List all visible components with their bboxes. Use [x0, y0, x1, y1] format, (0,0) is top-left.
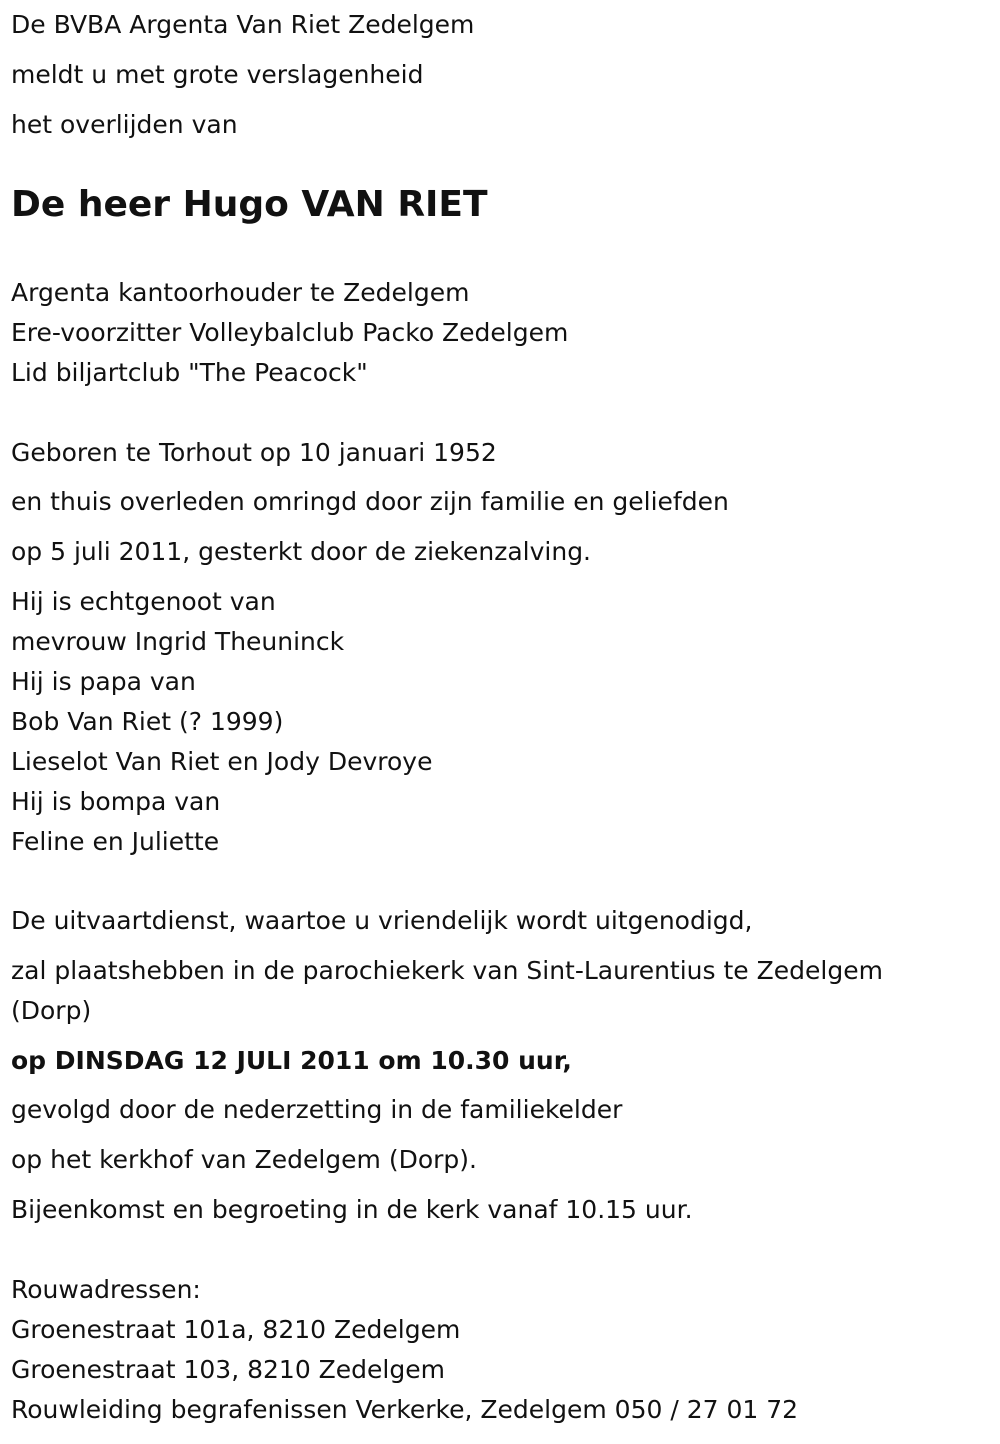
birth-line: Geboren te Torhout op 10 januari 1952 [11, 438, 497, 467]
family-line: Bob Van Riet (? 1999) [11, 707, 284, 736]
service-datetime: op DINSDAG 12 JULI 2011 om 10.30 uur, [11, 1046, 572, 1075]
intro-line-announcement: meldt u met grote verslagenheid [11, 60, 424, 89]
death-line: en thuis overleden omringd door zijn familie en geliefden [11, 487, 729, 516]
role-line: Lid biljartclub "The Peacock" [11, 358, 368, 387]
family-line: Lieselot Van Riet en Jody Devroye [11, 747, 433, 776]
address-line: Groenestraat 103, 8210 Zedelgem [11, 1355, 445, 1384]
family-line: Feline en Juliette [11, 827, 220, 856]
service-location: zal plaatshebben in de parochiekerk van Sint-Laurentius te Zedelgem (Dorp) [11, 956, 883, 1025]
gathering-line: Bijeenkomst en begroeting in de kerk vanaf 10.15 uur. [11, 1195, 693, 1224]
service-invitation: De uitvaartdienst, waartoe u vriendelijk wordt uitgenodigd, [11, 906, 753, 935]
family-line: mevrouw Ingrid Theuninck [11, 627, 345, 656]
role-line: Ere-voorzitter Volleybalclub Packo Zedelgem [11, 318, 569, 347]
addresses-heading: Rouwadressen: [11, 1275, 201, 1304]
intro-line-death: het overlijden van [11, 110, 238, 139]
burial-line: gevolgd door de nederzetting in de familiekelder [11, 1095, 623, 1124]
deceased-name: De heer Hugo VAN RIET [11, 184, 488, 225]
family-line: Hij is papa van [11, 667, 196, 696]
family-line: Hij is bompa van [11, 787, 221, 816]
funeral-director-line: Rouwleiding begrafenissen Verkerke, Zedelgem 050 / 27 01 72 [11, 1395, 799, 1424]
role-line: Argenta kantoorhouder te Zedelgem [11, 278, 470, 307]
intro-line-company: De BVBA Argenta Van Riet Zedelgem [11, 10, 475, 39]
address-line: Groenestraat 101a, 8210 Zedelgem [11, 1315, 461, 1344]
death-date-line: op 5 juli 2011, gesterkt door de ziekenzalving. [11, 537, 592, 566]
burial-line: op het kerkhof van Zedelgem (Dorp). [11, 1145, 478, 1174]
family-line: Hij is echtgenoot van [11, 587, 276, 616]
